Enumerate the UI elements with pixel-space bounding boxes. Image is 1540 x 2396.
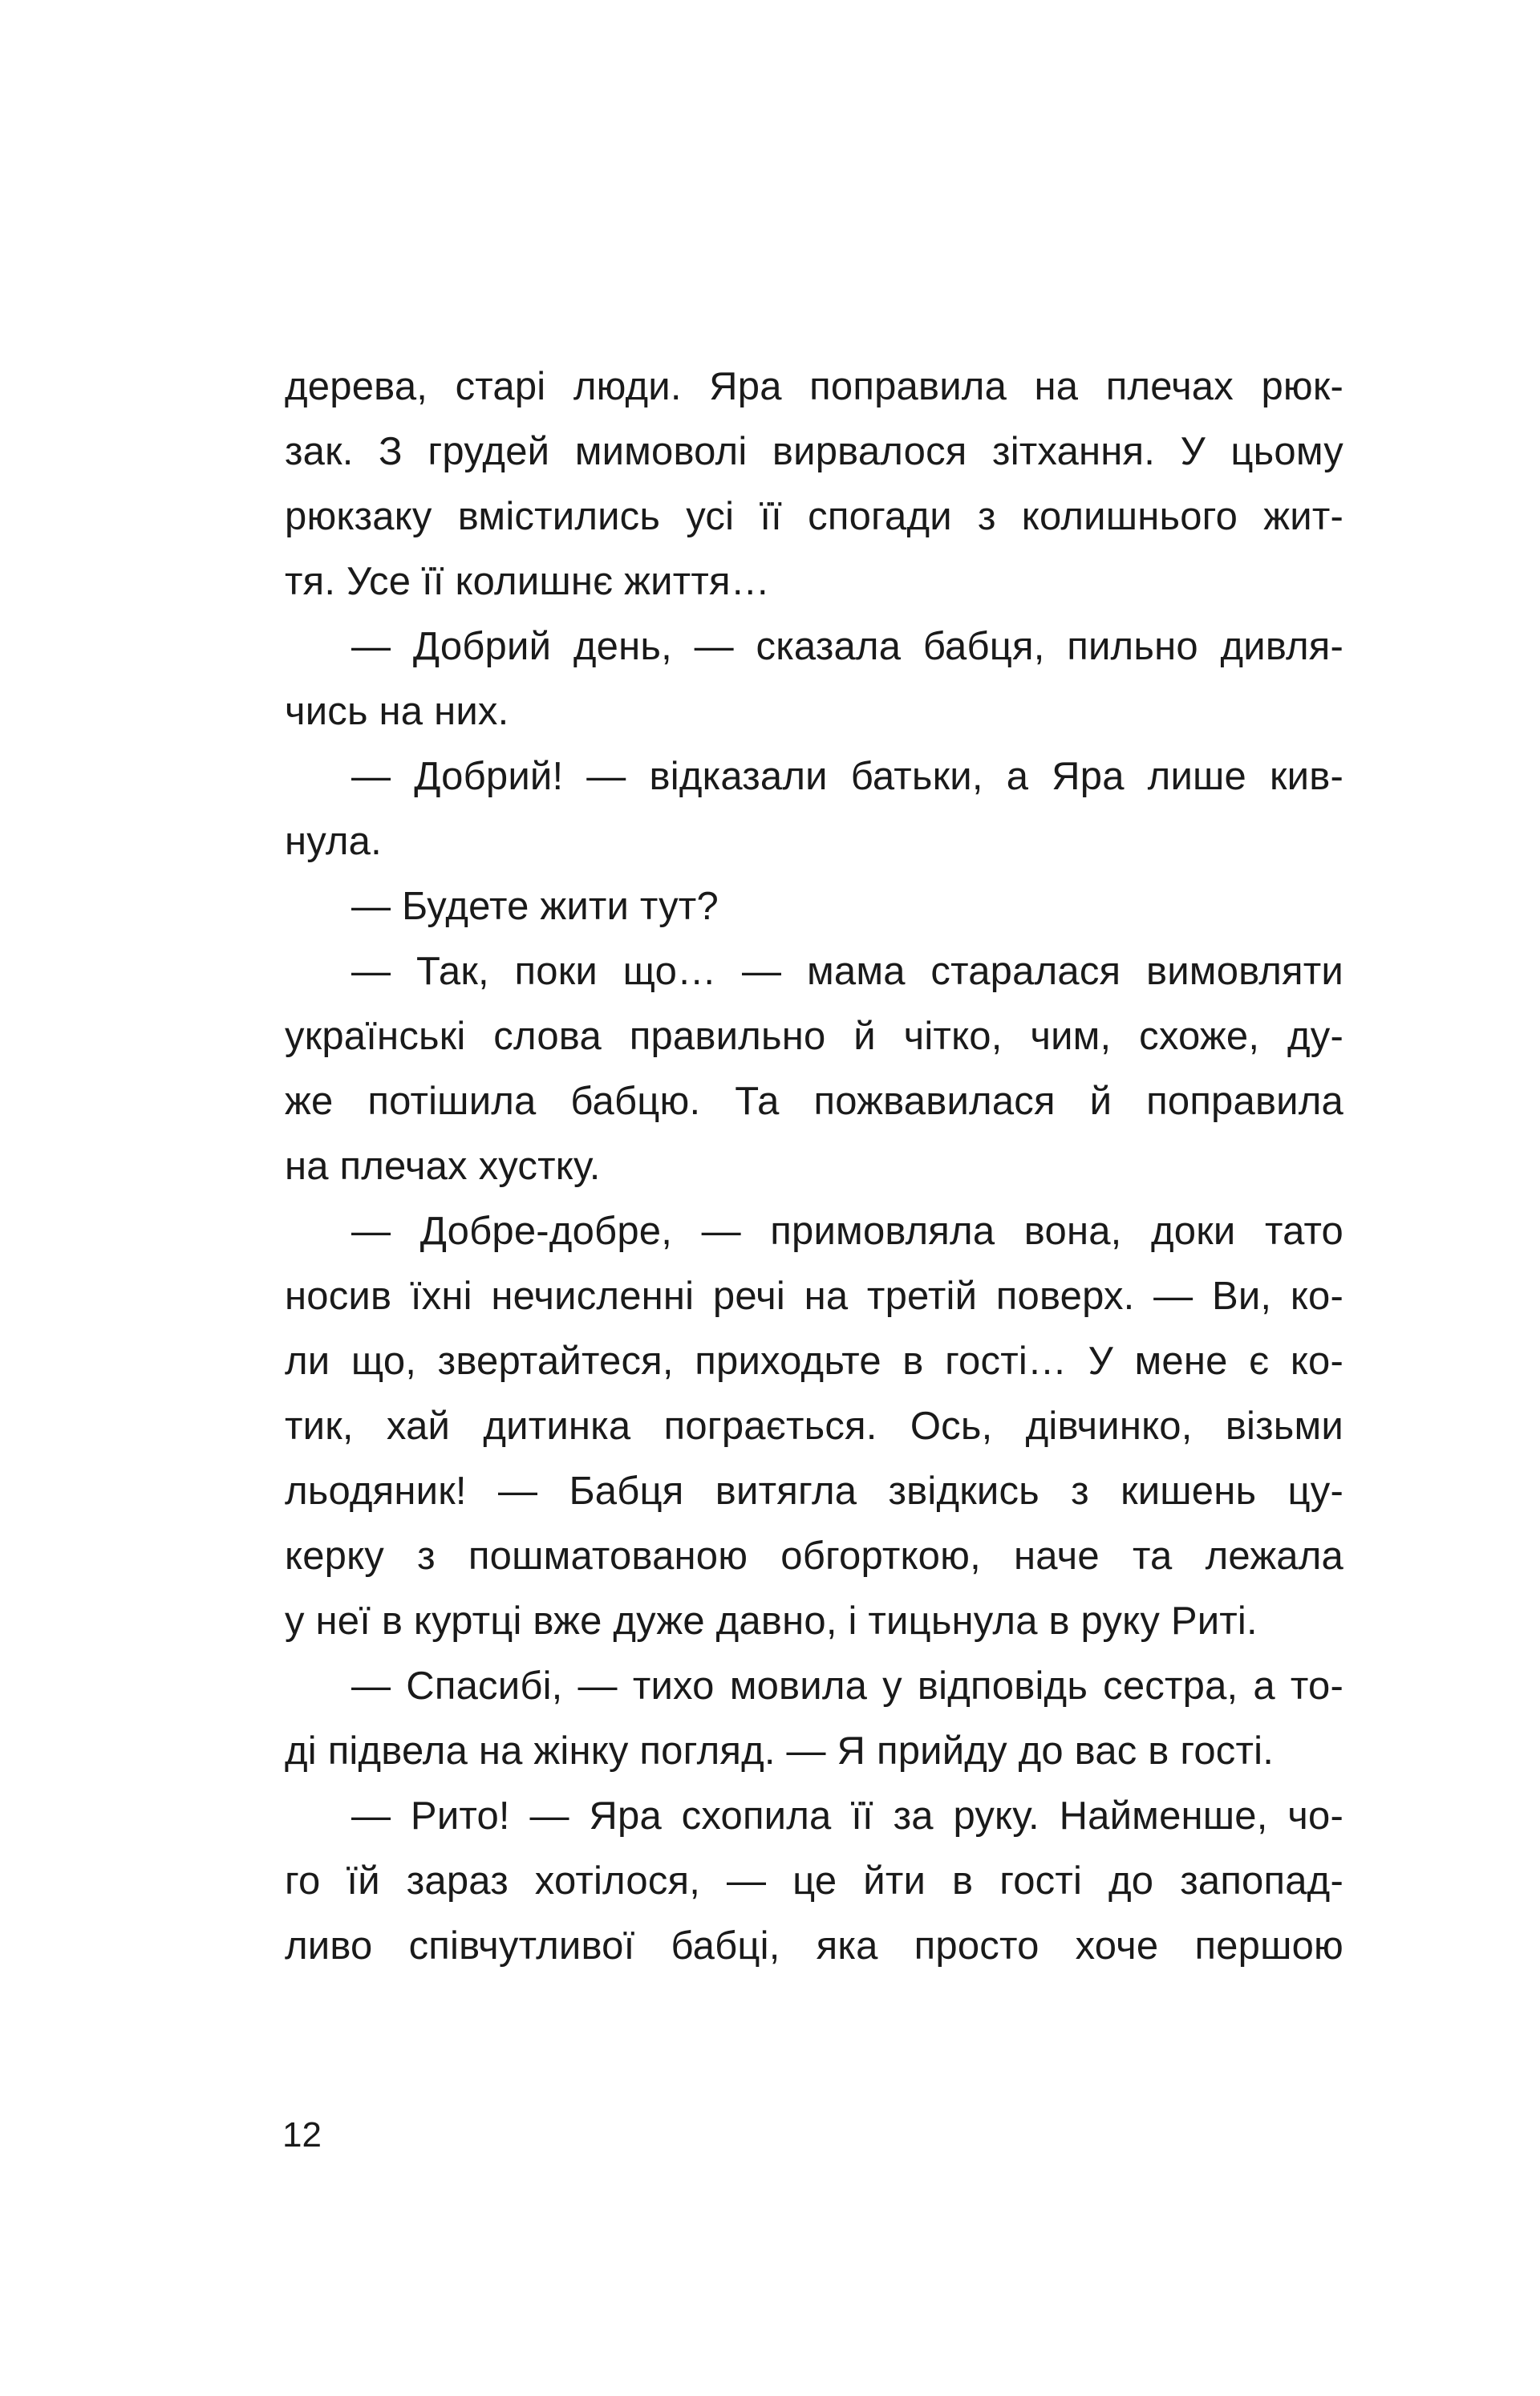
text-line: го їй зараз хотілося, — це йти в гості до запопад- (285, 1859, 1343, 1903)
text-line: же потішила бабцю. Та пожвавилася й поправила (285, 1080, 1343, 1123)
text-line: дерева, старі люди. Яра поправила на плечах рюк- (285, 365, 1343, 408)
text-line: тик, хай дитинка пограється. Ось, дівчинко, візьми (285, 1405, 1343, 1448)
dialogue-line: — Так, поки що… — мама старалася вимовляти (351, 950, 1343, 993)
dialogue-line: — Спасибі, — тихо мовила у відповідь сестра, а то- (351, 1664, 1343, 1708)
text-line: нула. (285, 820, 382, 863)
text-line: ливо співчутливої бабці, яка просто хоче першою (285, 1924, 1343, 1968)
page-number: 12 (282, 2115, 322, 2155)
dialogue-line: — Будете жити тут? (351, 885, 719, 928)
dialogue-line: — Рито! — Яра схопила її за руку. Найменше, чо- (351, 1794, 1343, 1838)
text-line: льодяник! — Бабця витягла звідкись з кишень цу- (285, 1470, 1343, 1513)
dialogue-line: — Добрий! — відказали батьки, а Яра лише кив- (351, 755, 1343, 798)
text-line: українські слова правильно й чітко, чим, схоже, ду- (285, 1015, 1343, 1058)
text-line: ли що, звертайтеся, приходьте в гості… У мене є ко- (285, 1340, 1343, 1383)
text-line: рюкзаку вмістились усі її спогади з колишнього жит- (285, 495, 1343, 538)
text-line: зак. З грудей мимоволі вирвалося зітхання. У цьому (285, 430, 1343, 473)
text-line: тя. Усе її колишнє життя… (285, 560, 770, 603)
text-line: керку з пошматованою обгорткою, наче та лежала (285, 1534, 1343, 1578)
dialogue-line: — Добре-добре, — примовляла вона, доки тато (351, 1210, 1343, 1253)
text-line: на плечах хустку. (285, 1145, 601, 1188)
text-line: у неї в куртці вже дуже давно, і тицьнула в руку Риті. (285, 1599, 1258, 1643)
dialogue-line: — Добрий день, — сказала бабця, пильно дивля- (351, 625, 1343, 668)
body-text (285, 355, 1343, 1979)
text-line: чись на них. (285, 690, 509, 733)
text-line: носив їхні нечисленні речі на третій поверх. — Ви, ко- (285, 1275, 1343, 1318)
text-line: ді підвела на жінку погляд. — Я прийду до вас в гості. (285, 1729, 1275, 1773)
